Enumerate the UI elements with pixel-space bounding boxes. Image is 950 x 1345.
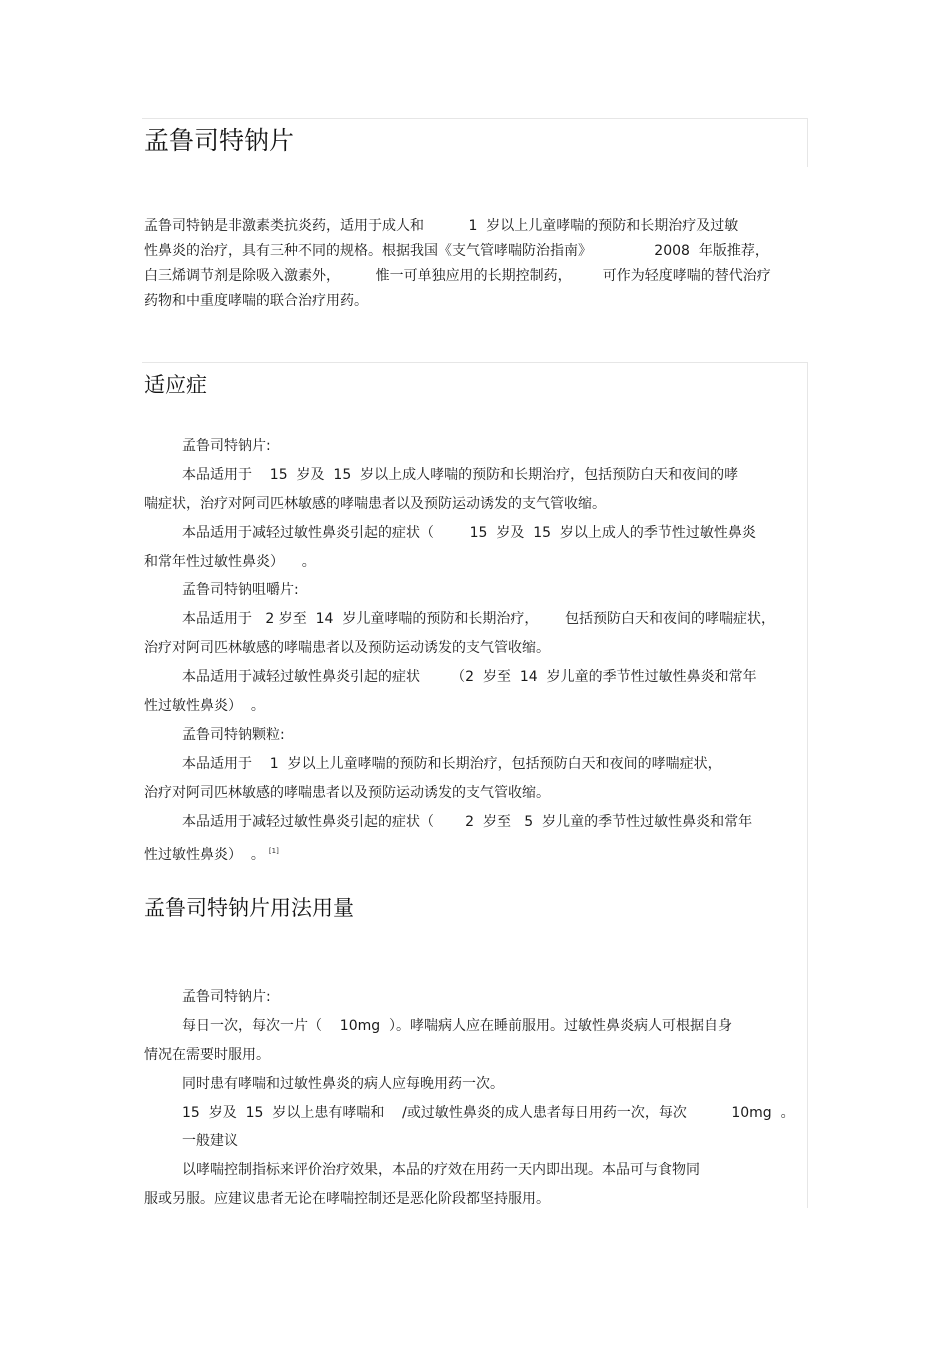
indications-line: 本品适用于 1 岁以上儿童哮喘的预防和长期治疗，包括预防白天和夜间的哮喘症状， [182, 756, 722, 772]
dosage-subheading: 孟鲁司特钠片: [182, 989, 271, 1005]
intro-line: 药物和中重度哮喘的联合治疗用药。 [144, 293, 368, 309]
indications-line: 喘症状，治疗对阿司匹林敏感的哮喘患者以及预防运动诱发的支气管收缩。 [144, 496, 606, 512]
dosage-line: 以哮喘控制指标来评价治疗效果，本品的疗效在用药一天内即出现。本品可与食物同 [182, 1162, 700, 1178]
intro-line: 性鼻炎的治疗，具有三种不同的规格。根据我国《支气管哮喘防治指南》 2008 年版推荐， [144, 243, 769, 259]
indications-line: 本品适用于减轻过敏性鼻炎引起的症状（ 15 岁及 15 岁以上成人的季节性过敏性鼻炎 [182, 525, 756, 541]
indications-line: 性过敏性鼻炎） 。 [144, 698, 265, 714]
dosage-line: 服或另服。应建议患者无论在哮喘控制还是恶化阶段都坚持服用。 [144, 1191, 550, 1207]
dosage-heading: 孟鲁司特钠片用法用量 [144, 896, 354, 920]
indications-line: 治疗对阿司匹林敏感的哮喘患者以及预防运动诱发的支气管收缩。 [144, 640, 550, 656]
indications-heading: 适应症 [144, 373, 207, 397]
dosage-line: 每日一次，每次一片（ 10mg ）。哮喘病人应在睡前服用。过敏性鼻炎病人可根据自身 [182, 1018, 733, 1034]
indications-line: 本品适用于 2 岁至 14 岁儿童哮喘的预防和长期治疗， 包括预防白天和夜间的哮喘症状， [182, 611, 776, 627]
reference-mark: [1] [268, 847, 279, 855]
dosage-line: 同时患有哮喘和过敏性鼻炎的病人应每晚用药一次。 [182, 1076, 504, 1092]
page-title: 孟鲁司特钠片 [144, 126, 295, 155]
indications-subheading: 孟鲁司特钠咀嚼片: [182, 582, 299, 598]
indications-line: 和常年性过敏性鼻炎） 。 [144, 554, 316, 570]
indications-line: 性过敏性鼻炎） 。 [144, 847, 265, 863]
indications-line: 本品适用于减轻过敏性鼻炎引起的症状（ 2 岁至 5 岁儿童的季节性过敏性鼻炎和常年 [182, 814, 753, 830]
intro-line: 白三烯调节剂是除吸入激素外， 惟一可单独应用的长期控制药， 可作为轻度哮喘的替代治疗 [144, 268, 771, 284]
indications-last-line [144, 841, 279, 865]
intro-line: 孟鲁司特钠是非激素类抗炎药，适用于成人和 1 岁以上儿童哮喘的预防和长期治疗及过敏 [144, 218, 739, 234]
dosage-line: 情况在需要时服用。 [144, 1047, 270, 1063]
dosage-line: 15 岁及 15 岁以上患有哮喘和 /或过敏性鼻炎的成人患者每日用药一次，每次 10mg 。 [182, 1105, 795, 1121]
indications-subheading: 孟鲁司特钠片: [182, 438, 271, 454]
indications-line: 本品适用于 15 岁及 15 岁以上成人哮喘的预防和长期治疗，包括预防白天和夜间的哮 [182, 467, 739, 483]
indications-subheading: 孟鲁司特钠颗粒: [182, 727, 285, 743]
indications-line: 治疗对阿司匹林敏感的哮喘患者以及预防运动诱发的支气管收缩。 [144, 785, 550, 801]
dosage-subheading: 一般建议 [182, 1133, 238, 1149]
indications-line: 本品适用于减轻过敏性鼻炎引起的症状 （2 岁至 14 岁儿童的季节性过敏性鼻炎和常年 [182, 669, 757, 685]
